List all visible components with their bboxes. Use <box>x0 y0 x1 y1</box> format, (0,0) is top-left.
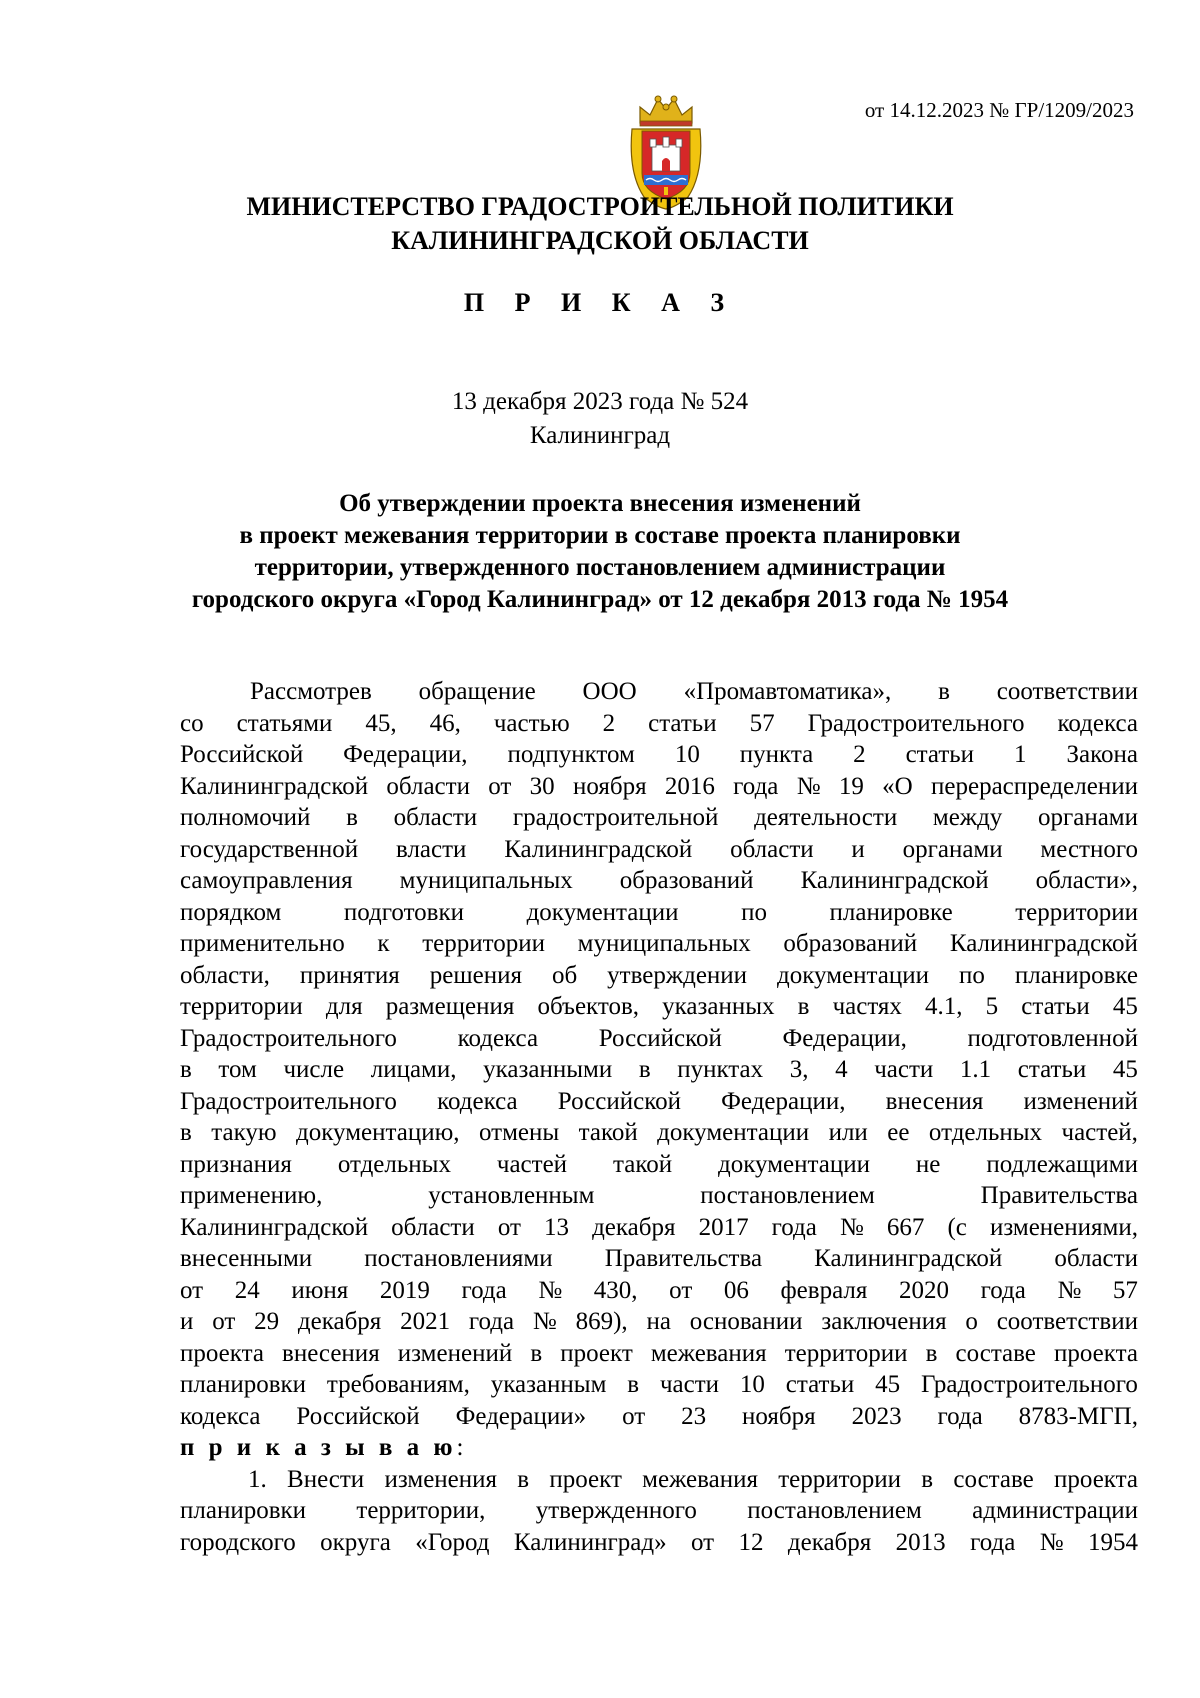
word: частях <box>832 993 902 1020</box>
word: изменения <box>384 1465 498 1493</box>
word: в <box>180 1056 192 1083</box>
word: территории <box>784 1339 908 1367</box>
word: заключения <box>821 1308 947 1335</box>
word: Калининградской <box>180 1213 369 1241</box>
word: постановлением <box>700 1182 875 1209</box>
word: 2023 <box>851 1402 902 1430</box>
word: городского <box>180 1528 296 1556</box>
word: 2 <box>602 709 616 737</box>
word: изменений <box>397 1339 513 1367</box>
word: к <box>377 930 390 957</box>
word: 869), <box>575 1308 628 1335</box>
word: 45 <box>1112 1056 1138 1083</box>
word: 12 <box>738 1528 764 1556</box>
word: проекта <box>1054 1339 1138 1367</box>
word: № <box>532 1308 557 1335</box>
word: 2021 <box>400 1308 451 1335</box>
word: ноября <box>572 772 647 800</box>
word: 2019 <box>379 1276 430 1304</box>
word: проект <box>560 1339 633 1367</box>
order-body <box>180 676 1138 1558</box>
word: муниципальных <box>577 930 751 957</box>
word: статьи <box>905 741 975 768</box>
word: требованиям, <box>326 1371 470 1398</box>
word: части <box>874 1056 934 1083</box>
word: Калининградской <box>504 835 693 863</box>
subject-line: в проект межевания территории в составе проекта планировки <box>239 522 961 549</box>
word: 24 <box>234 1276 260 1304</box>
word: кодекса <box>437 1087 518 1115</box>
word: 45, <box>365 709 397 737</box>
word: Российской <box>180 741 304 768</box>
word: 46, <box>429 709 461 737</box>
order-meta <box>160 385 1040 453</box>
text-line <box>180 802 1138 834</box>
word: 1.1 <box>959 1056 992 1083</box>
word: применению, <box>180 1182 323 1209</box>
order-word-line <box>180 1432 1138 1464</box>
word: в <box>180 1119 192 1146</box>
order-word-suffix: : <box>456 1434 464 1461</box>
word: перераспределении <box>931 772 1138 800</box>
preamble-paragraph <box>180 676 1138 1432</box>
word: № <box>1039 1528 1064 1556</box>
word: 2 <box>853 741 866 768</box>
word: основании <box>689 1308 803 1335</box>
word: от <box>212 1308 236 1335</box>
word: области <box>393 804 478 831</box>
word: частей, <box>1061 1119 1138 1146</box>
word: области», <box>1035 867 1138 894</box>
word: декабря <box>592 1213 676 1241</box>
word: в <box>925 1339 938 1367</box>
word: февраля <box>780 1276 868 1304</box>
word: года <box>970 1528 1016 1556</box>
word: 57 <box>1112 1276 1138 1304</box>
word: постановлениями <box>364 1245 553 1272</box>
word: документации <box>526 898 679 926</box>
text-line <box>180 1464 1138 1496</box>
word: 06 <box>723 1276 749 1304</box>
word: (с <box>947 1213 967 1241</box>
word: 8783-МГП, <box>1018 1402 1138 1430</box>
word: образований <box>619 867 754 894</box>
word: составе <box>955 1339 1036 1367</box>
text-line <box>180 960 1138 992</box>
word: и <box>180 1308 194 1335</box>
word: такой <box>578 1119 638 1146</box>
word: внесения <box>885 1087 984 1115</box>
word: 2016 <box>664 772 715 800</box>
word: принятия <box>299 961 400 989</box>
word: ООО <box>582 678 637 705</box>
text-line <box>180 1243 1138 1275</box>
word: Закона <box>1066 741 1138 768</box>
word: № <box>839 1213 864 1241</box>
word: между <box>932 804 1003 831</box>
text-line <box>180 1180 1138 1212</box>
text-line <box>180 865 1138 897</box>
word: об <box>551 961 578 989</box>
word: документации <box>718 1150 870 1178</box>
word: полномочий <box>180 804 311 831</box>
word: округа <box>320 1528 391 1556</box>
word: Градостроительного <box>180 1087 397 1115</box>
word: Градостроительного <box>180 1024 397 1052</box>
text-line <box>180 771 1138 803</box>
word: года <box>461 1276 507 1304</box>
word: декабря <box>787 1528 872 1556</box>
text-line <box>180 1306 1138 1338</box>
word: 23 <box>681 1402 707 1430</box>
word: документации <box>777 961 929 989</box>
word: указанными <box>483 1056 613 1083</box>
word: деятельности <box>754 804 898 831</box>
word: от <box>622 1402 646 1430</box>
word: «О <box>882 772 913 800</box>
word: частью <box>493 709 570 737</box>
word: или <box>828 1119 868 1146</box>
word: Российской <box>296 1402 420 1430</box>
word: в <box>638 1056 651 1083</box>
text-line <box>180 834 1138 866</box>
text-line <box>180 708 1138 740</box>
word: Внести <box>287 1465 365 1493</box>
word: на <box>646 1308 671 1335</box>
text-line <box>180 1023 1138 1055</box>
word: администрации <box>972 1497 1138 1524</box>
word: 667 <box>886 1213 925 1241</box>
word: градостроительной <box>512 804 719 831</box>
word: указанным <box>490 1371 607 1398</box>
text-line <box>180 1054 1138 1086</box>
word: Российской <box>598 1024 722 1052</box>
word: 10 <box>739 1371 765 1398</box>
word: 30 <box>529 772 555 800</box>
word: подготовки <box>343 898 464 926</box>
word: документацию, <box>296 1119 460 1146</box>
word: подготовленной <box>967 1024 1138 1052</box>
word: Федерации, <box>721 1087 846 1115</box>
subject-line: территории, утвержденного постановлением администрации <box>254 554 946 581</box>
word: порядком <box>180 898 282 926</box>
word: части <box>659 1371 720 1398</box>
word: о <box>965 1308 978 1335</box>
word: внесения <box>282 1339 380 1367</box>
word: проекта <box>1054 1465 1138 1493</box>
word: 1. <box>248 1465 267 1493</box>
word: Калининград» <box>513 1528 667 1556</box>
word: решения <box>429 961 522 989</box>
word: «Город <box>415 1528 490 1556</box>
word: проект <box>549 1465 622 1493</box>
word: кодекса <box>180 1402 261 1430</box>
word: 2013 <box>895 1528 946 1556</box>
word: области <box>386 772 470 800</box>
text-line <box>180 897 1138 929</box>
word: от <box>690 1528 715 1556</box>
word: объектов, <box>537 993 640 1020</box>
word: года <box>733 772 779 800</box>
text-line <box>180 1086 1138 1118</box>
word: в <box>346 804 358 831</box>
word: территории <box>1015 898 1138 926</box>
word: самоуправления <box>180 867 353 894</box>
word: 1 <box>1014 741 1027 768</box>
word: образований <box>783 930 918 957</box>
word: обращение <box>418 678 536 705</box>
word: соответствии <box>996 678 1138 705</box>
word: июня <box>291 1276 349 1304</box>
word: статьями <box>236 709 333 737</box>
registration-number: от 14.12.2023 № ГР/1209/2023 <box>864 98 1134 122</box>
word: от <box>497 1213 521 1241</box>
item-1-paragraph <box>180 1464 1138 1559</box>
word: статьи <box>1017 1056 1087 1083</box>
text-line <box>180 1369 1138 1401</box>
word: составе <box>953 1465 1034 1493</box>
text-line <box>180 1117 1138 1149</box>
word: отдельных <box>928 1119 1043 1146</box>
word: 430, <box>593 1276 638 1304</box>
word: планировки <box>180 1497 307 1524</box>
word: № <box>538 1276 563 1304</box>
word: планировке <box>1014 961 1138 989</box>
word: такую <box>211 1119 277 1146</box>
word: территории <box>422 930 545 957</box>
word: указанных <box>662 993 775 1020</box>
order-subject <box>120 488 1080 616</box>
word: соответствии <box>996 1308 1138 1335</box>
word: области <box>730 835 814 863</box>
word: в <box>797 993 810 1020</box>
word: органами <box>902 835 1003 863</box>
word: планировки <box>180 1371 307 1398</box>
ministry-name-line: МИНИСТЕРСТВО ГРАДОСТРОИТЕЛЬНОЙ ПОЛИТИКИ <box>246 192 954 221</box>
word: 19 <box>838 772 864 800</box>
order-date-number: 13 декабря 2023 года № 524 <box>451 388 749 415</box>
word: том <box>218 1056 257 1083</box>
word: года <box>937 1402 983 1430</box>
text-line <box>180 991 1138 1023</box>
order-city: Калининград <box>529 422 671 449</box>
word: территории <box>180 993 303 1020</box>
subject-line: Об утверждении проекта внесения изменений <box>339 490 861 517</box>
word: органами <box>1037 804 1138 831</box>
text-line <box>180 1527 1138 1559</box>
word: в <box>921 1465 934 1493</box>
word: Калининградской <box>949 930 1138 957</box>
word: внесенными <box>180 1245 313 1272</box>
word: 4.1, <box>925 993 963 1020</box>
word: статьи <box>1021 993 1090 1020</box>
word: Градостроительного <box>920 1371 1138 1398</box>
word: подпунктом <box>507 741 635 768</box>
word: планировке <box>829 898 953 926</box>
subject-line: городского округа «Город Калининград» от 12 декабря 2013 года № 1954 <box>191 586 1009 613</box>
word: Правительства <box>980 1182 1138 1209</box>
word: документации <box>657 1119 810 1146</box>
word: в <box>938 678 950 705</box>
text-line <box>180 1495 1138 1527</box>
text-line <box>180 739 1138 771</box>
word: Российской <box>557 1087 681 1115</box>
word: 13 <box>544 1213 569 1241</box>
word: частей <box>496 1150 568 1178</box>
word: со <box>180 709 204 737</box>
word: подлежащими <box>986 1150 1138 1178</box>
word: и <box>851 835 865 863</box>
text-line <box>180 1149 1138 1181</box>
word: Калининградской <box>800 867 989 894</box>
word: Федерации, <box>343 741 468 768</box>
word: 5 <box>985 993 999 1020</box>
word: проекта <box>180 1339 264 1367</box>
word: 45 <box>1112 993 1138 1020</box>
word: ее <box>887 1119 910 1146</box>
word: кодекса <box>457 1024 539 1052</box>
word: 10 <box>674 741 700 768</box>
word: утверждении <box>607 961 748 989</box>
word: размещения <box>385 993 515 1020</box>
text-line <box>180 928 1138 960</box>
word: года <box>980 1276 1026 1304</box>
word: статьи <box>648 709 717 737</box>
word: в <box>517 1465 530 1493</box>
text-line <box>180 1401 1138 1433</box>
text-line <box>180 1338 1138 1370</box>
word: 29 <box>254 1308 280 1335</box>
word: изменениями, <box>989 1213 1138 1241</box>
word: Калининградской <box>180 772 369 800</box>
word: 45 <box>875 1371 901 1398</box>
word: изменений <box>1023 1087 1138 1115</box>
word: местного <box>1040 835 1138 863</box>
text-line <box>180 1212 1138 1244</box>
word: отмены <box>478 1119 560 1146</box>
word: территории, <box>356 1497 486 1524</box>
word: «Промавтоматика», <box>683 678 892 705</box>
word: № <box>1057 1276 1082 1304</box>
word: года <box>771 1213 817 1241</box>
word: признания <box>180 1150 292 1178</box>
word: государственной <box>180 835 359 863</box>
word: Рассмотрев <box>250 678 372 705</box>
word: отдельных <box>337 1150 451 1178</box>
word: декабря <box>297 1308 382 1335</box>
word: 1954 <box>1087 1528 1138 1556</box>
word: кодекса <box>1057 709 1138 737</box>
word: по <box>958 961 985 989</box>
word: лицами, <box>370 1056 457 1083</box>
word: Калининградской <box>814 1245 1003 1272</box>
word: от <box>488 772 512 800</box>
ministry-name-line: КАЛИНИНГРАДСКОЙ ОБЛАСТИ <box>391 226 809 255</box>
text-line <box>180 676 1138 708</box>
word: области, <box>180 961 270 989</box>
word: от <box>180 1276 204 1304</box>
word: установленным <box>428 1182 595 1209</box>
word: для <box>325 993 363 1020</box>
word: от <box>669 1276 693 1304</box>
word: года <box>468 1308 515 1335</box>
word: межевания <box>650 1339 767 1367</box>
word: Федерации» <box>455 1402 587 1430</box>
word: 3, <box>789 1056 809 1083</box>
word: в <box>627 1371 640 1398</box>
word: власти <box>395 835 467 863</box>
word: постановлением <box>747 1497 922 1524</box>
word: утвержденного <box>535 1497 697 1524</box>
word: муниципальных <box>399 867 573 894</box>
word: № <box>796 772 821 800</box>
word: 2020 <box>898 1276 949 1304</box>
word: Правительства <box>604 1245 763 1272</box>
word: области <box>1054 1245 1138 1272</box>
word: межевания <box>642 1465 758 1493</box>
word: Градостроительного <box>807 709 1025 737</box>
word: применительно <box>180 930 345 957</box>
word: ноября <box>742 1402 816 1430</box>
word: пункта <box>739 741 814 768</box>
word: 57 <box>749 709 775 737</box>
word: территории <box>778 1465 901 1493</box>
word: в <box>530 1339 543 1367</box>
word: 4 <box>835 1056 848 1083</box>
word: не <box>915 1150 941 1178</box>
word: числе <box>283 1056 345 1083</box>
word: по <box>741 898 767 926</box>
text-line <box>180 1275 1138 1307</box>
ministry-name <box>160 190 1040 258</box>
word: 2017 <box>698 1213 749 1241</box>
word: такой <box>613 1150 673 1178</box>
word: пунктах <box>677 1056 764 1083</box>
word: Федерации, <box>782 1024 907 1052</box>
word: статьи <box>785 1371 855 1398</box>
order-title: П Р И К А З <box>463 288 737 317</box>
order-word: п р и к а з ы в а ю <box>180 1434 457 1461</box>
word: области <box>391 1213 475 1241</box>
